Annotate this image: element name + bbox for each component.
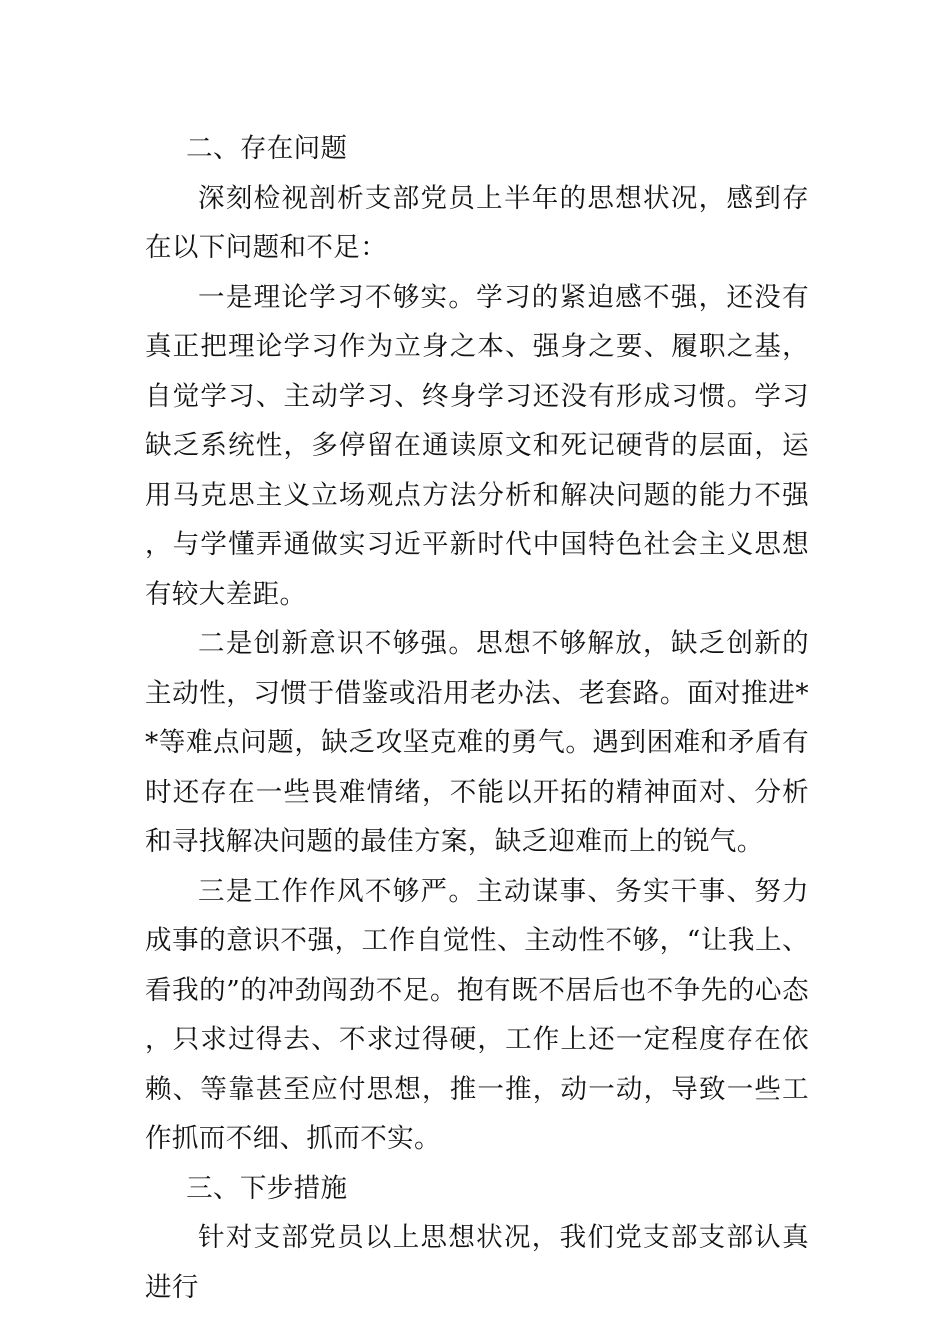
intro-paragraph: 深刻检视剖析支部党员上半年的思想状况，感到存在以下问题和不足：: [145, 182, 809, 263]
measures-paragraph: 针对支部党员以上思想状况，我们党支部支部认真进行: [145, 1222, 809, 1303]
problem-paragraph-theory-study: 一是理论学习不够实。学习的紧迫感不强，还没有真正把理论学习作为立身之本、强身之要、履职之基，自觉学习、主动学习、终身学习还没有形成习惯。学习缺乏系统性，多停留在通读原文和死记硬背的层面，运用马克思主义立场观点方法分析和解决问题的能力不强，与学懂弄通做实习近平新时代中国特色社会主义思想有较大差距。: [145, 281, 809, 610]
section-heading-problems: 二、存在问题: [186, 133, 348, 164]
document-body: [145, 124, 809, 1312]
section-heading-measures: 三、下步措施: [186, 1172, 348, 1204]
problem-paragraph-work-style: 三是工作作风不够严。主动谋事、务实干事、努力成事的意识不强，工作自觉性、主动性不够，“让我上、看我的”的冲劲闯劲不足。抱有既不居后也不争先的心态，只求过得去、不求过得硬，工作上还一定程度存在依赖、等靠甚至应付思想，推一推，动一动，导致一些工作抓而不细、抓而不实。: [145, 875, 809, 1154]
problem-paragraph-innovation: 二是创新意识不够强。思想不够解放，缺乏创新的主动性，习惯于借鉴或沿用老办法、老套路。面对推进**等难点问题，缺乏攻坚克难的勇气。遇到困难和矛盾有时还存在一些畏难情绪，不能以开拓的精神面对、分析和寻找解决问题的最佳方案，缺乏迎难而上的锐气。: [145, 628, 809, 857]
